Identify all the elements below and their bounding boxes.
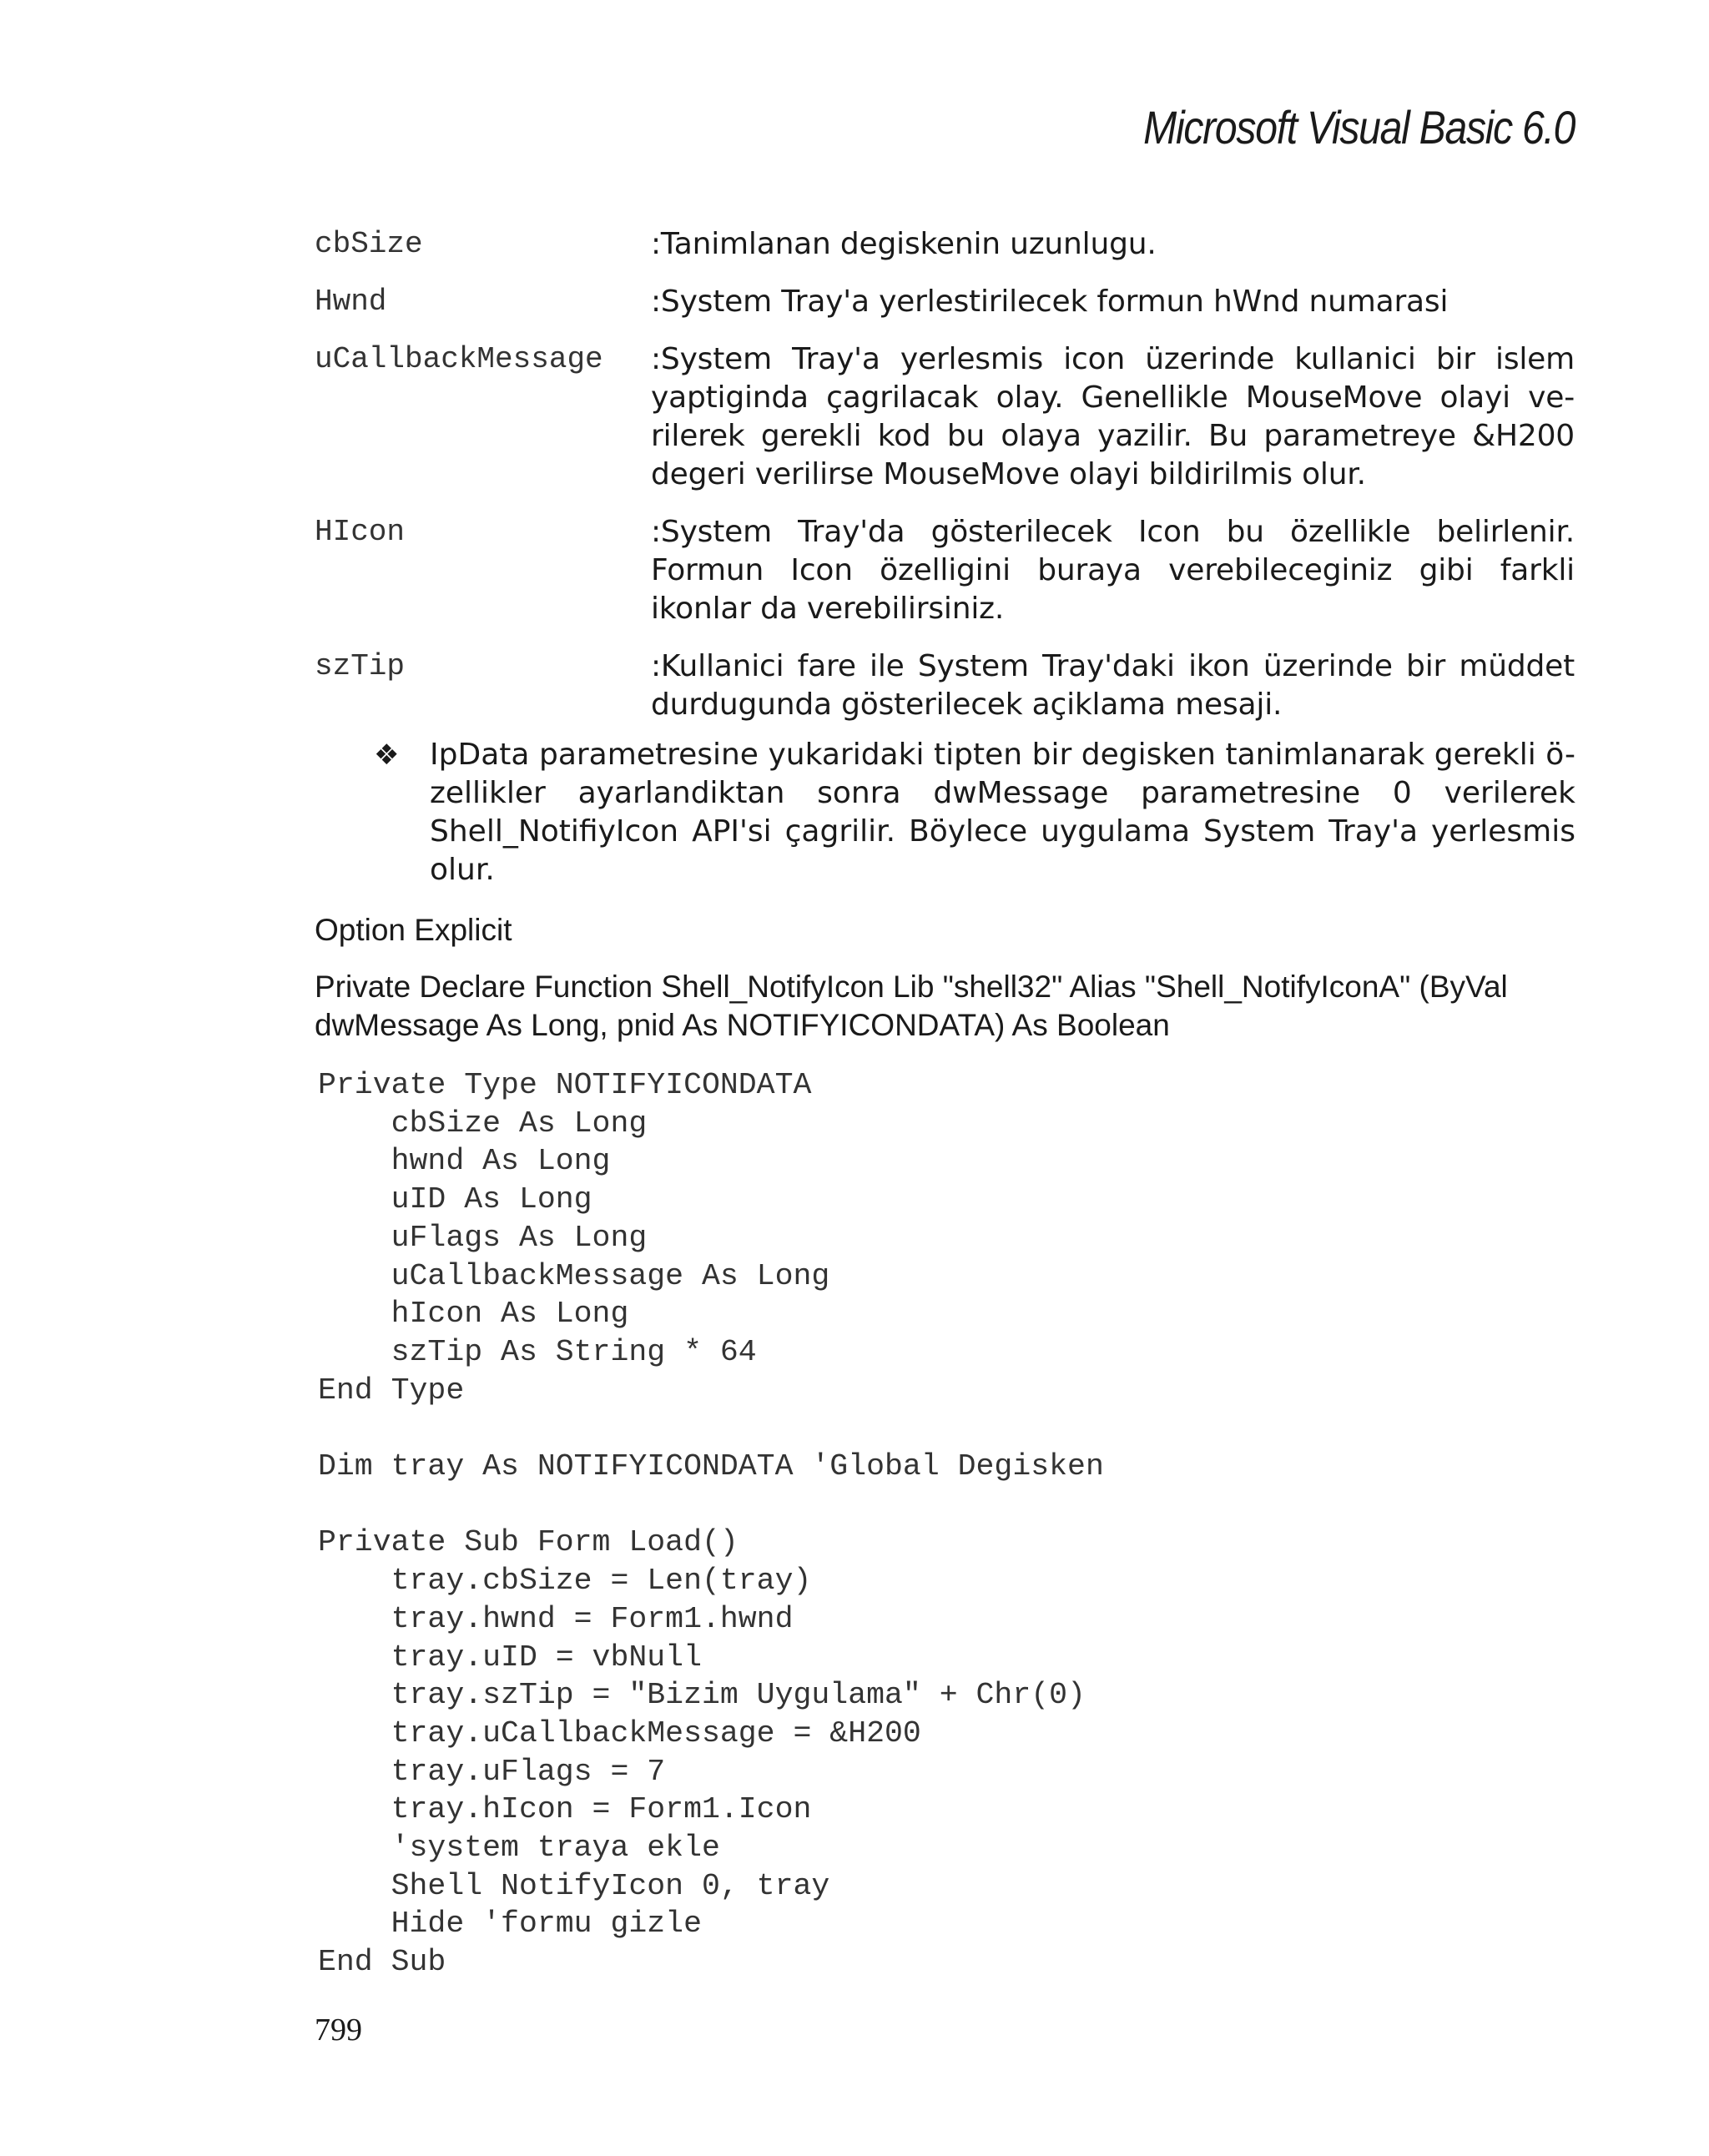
option-explicit-line: Option Explicit xyxy=(315,913,512,947)
parameter-row xyxy=(315,340,1575,494)
parameter-row xyxy=(315,225,1575,264)
parameter-name: szTip xyxy=(315,649,406,683)
parameter-description: :Tanimlanan degiskenin uzunlugu. xyxy=(651,227,1157,261)
page-header-title: Microsoft Visual Basic 6.0 xyxy=(1143,101,1575,154)
declare-function-line: Private Declare Function Shell_NotifyIcon Lib "shell32" Alias "Shell_NotifyIconA" (ByVal dwMessage As Long, pnid As NOTIFYICONDATA) As Boolean xyxy=(315,970,1508,1042)
parameter-name: HIcon xyxy=(315,515,406,549)
parameter-description: :Kullanici fare ile System Tray'daki ikon üzerinde bir müddet durdugunda gösterilecek açiklama mesaji. xyxy=(651,649,1575,722)
parameter-list xyxy=(315,225,1575,743)
parameter-description: :System Tray'a yerlestirilecek formun hWnd numarasi xyxy=(651,285,1449,319)
page-number: 799 xyxy=(315,2012,362,2048)
parameter-row xyxy=(315,513,1575,628)
bullet-paragraph xyxy=(374,736,1575,889)
parameter-row xyxy=(315,647,1575,724)
parameter-name: Hwnd xyxy=(315,285,387,319)
parameter-description: :System Tray'da gösterilecek Icon bu özellikle belirlenir. Formun Icon özelligini buraya verebileceginiz gibi farkli ikonlar da verebilirsiniz. xyxy=(651,515,1575,626)
code-block: Private Type NOTIFYICONDATA cbSize As Long hwnd As Long uID As Long uFlags As Long uCallbackMessage As Long hIcon As Long szTip As String * 64 End Type Dim tray As NOTIFYICONDATA 'Global Degisken Private Sub Form Load() tray.cbSize = Len(tray) tray.hwnd = Form1.hwnd tray.uID = vbNull tray.szTip = "Bizim Uygulama" + Chr(0) tray.uCallbackMessage = &H200 tray.uFlags = 7 tray.hIcon = Form1.Icon 'system traya ekle Shell NotifyIcon 0, tray Hide 'formu gizle End Sub xyxy=(318,1068,1104,1980)
parameter-description: :System Tray'a yerlesmis icon üzerinde kullanici bir islem yaptiginda çagrilacak olay. Genellikle MouseMove olayi ve-rilerek gerekli kod bu olaya yazilir. Bu parametreye &H200 degeri verilirse MouseMove olayi bildirilmis olur. xyxy=(651,342,1575,491)
bullet-text: IpData parametresine yukaridaki tipten bir degisken tanimlanarak gerekli ö-zellikler ayarlandiktan sonra dwMessage parametresine 0 verilerek Shell_NotifiyIcon API'si çagrilir. Böylece uygulama System Tray'a yerlesmis olur. xyxy=(430,738,1575,887)
parameter-name: cbSize xyxy=(315,227,423,261)
diamond-bullet-icon: ❖ xyxy=(374,738,400,772)
parameter-row xyxy=(315,283,1575,321)
parameter-name: uCallbackMessage xyxy=(315,342,603,376)
